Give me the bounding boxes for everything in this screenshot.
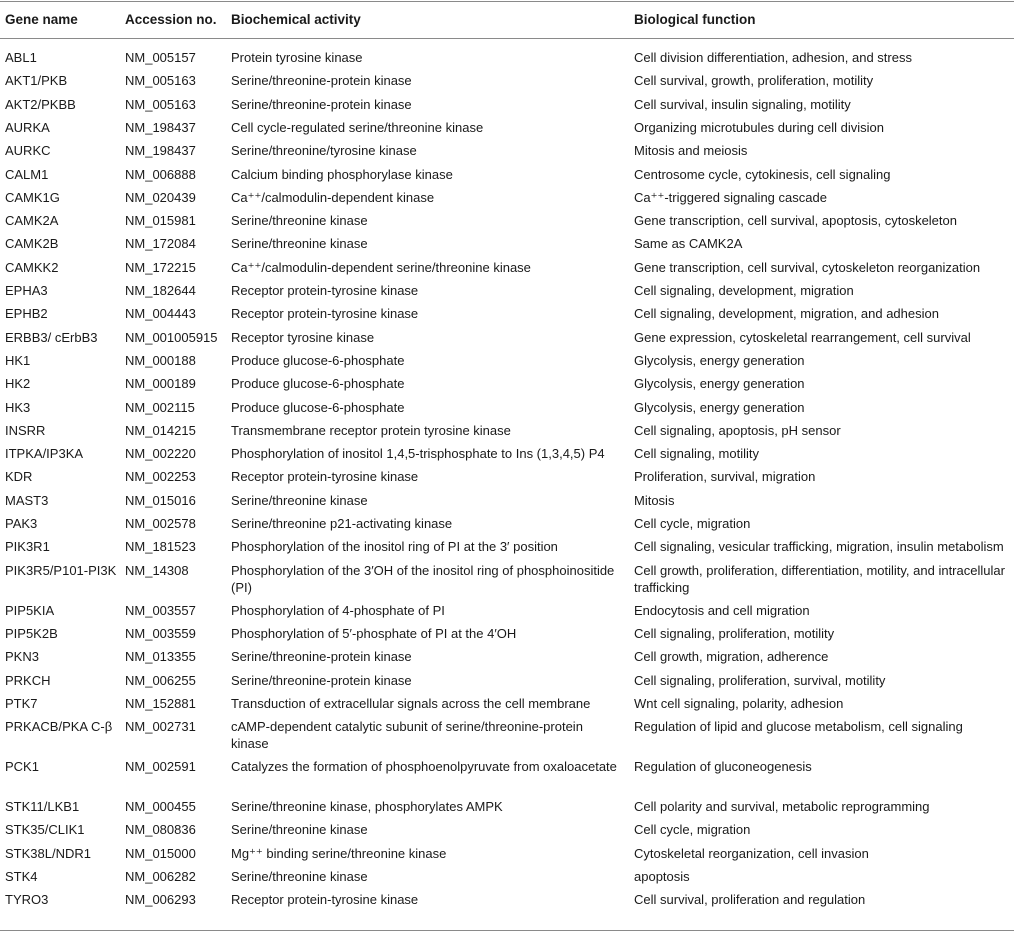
cell-gene: PRKCH — [5, 672, 51, 688]
cell-function: Cell signaling, proliferation, survival, motility — [634, 672, 886, 688]
cell-activity: Cell cycle-regulated serine/threonine kinase — [231, 119, 484, 135]
cell-function: Regulation of gluconeogenesis — [634, 759, 812, 775]
cell-activity: Phosphorylation of the inositol ring of PI at the 3′ position — [231, 539, 558, 555]
cell-gene: STK38L/NDR1 — [5, 845, 91, 861]
header-gene-name: Gene name — [5, 11, 78, 27]
cell-gene: PKN3 — [5, 649, 39, 665]
cell-function: Organizing microtubules during cell division — [634, 119, 885, 135]
cell-gene: ABL1 — [5, 50, 37, 65]
cell-function: Regulation of lipid and glucose metabolism, cell signaling — [634, 719, 963, 735]
cell-accession: NM_015000 — [125, 845, 196, 861]
cell-accession: NM_015981 — [125, 213, 196, 229]
cell-activity: Phosphorylation of inositol 1,4,5-trisphosphate to Ins (1,3,4,5) P4 — [231, 446, 605, 462]
header-biochemical-activity: Biochemical activity — [231, 11, 361, 27]
cell-accession: NM_006293 — [125, 892, 196, 908]
cell-accession: NM_003559 — [125, 625, 196, 641]
cell-gene: CAMK2A — [5, 213, 59, 229]
cell-gene: AURKA — [5, 119, 50, 135]
cell-accession: NM_003557 — [125, 602, 196, 618]
cell-function: Mitosis — [634, 492, 675, 508]
cell-accession: NM_006888 — [125, 166, 196, 182]
cell-gene: CAMK2B — [5, 236, 59, 252]
cell-function: Cell survival, proliferation and regulation — [634, 892, 866, 908]
cell-activity: Serine/threonine kinase — [231, 236, 368, 252]
cell-accession: NM_004443 — [125, 306, 196, 322]
cell-gene: EPHB2 — [5, 306, 48, 322]
cell-activity: Serine/threonine-protein kinase — [231, 649, 412, 665]
cell-gene: CAMKK2 — [5, 259, 59, 275]
cell-activity: Transduction of extracellular signals across the cell membrane — [231, 695, 591, 711]
cell-function: Cell survival, growth, proliferation, motility — [634, 73, 874, 89]
cell-function: Cell cycle, migration — [634, 822, 751, 838]
cell-gene: INSRR — [5, 422, 46, 438]
cell-function: Gene transcription, cell survival, cytoskeleton reorganization — [634, 259, 981, 275]
cell-accession: NM_172084 — [125, 236, 196, 252]
cell-function: Cell signaling, motility — [634, 446, 759, 462]
cell-function: Cytoskeletal reorganization, cell invasion — [634, 845, 869, 861]
cell-gene: STK35/CLIK1 — [5, 822, 85, 838]
cell-activity: Phosphorylation of 5′-phosphate of PI at the 4′OH — [231, 625, 517, 641]
cell-gene: PIP5KIA — [5, 602, 55, 618]
cell-function: Cell survival, insulin signaling, motility — [634, 96, 851, 112]
cell-function: apoptosis — [634, 869, 690, 884]
cell-function: Glycolysis, energy generation — [634, 399, 805, 415]
cell-activity: Protein tyrosine kinase — [231, 50, 363, 65]
cell-gene: PAK3 — [5, 516, 38, 531]
cell-gene: EPHA3 — [5, 283, 48, 298]
cell-function: Cell signaling, development, migration — [634, 283, 854, 298]
cell-function: Glycolysis, energy generation — [634, 376, 805, 392]
cell-function: Endocytosis and cell migration — [634, 602, 810, 618]
header-biological-function: Biological function — [634, 11, 756, 27]
cell-accession: NM_172215 — [125, 259, 196, 275]
cell-accession: NM_198437 — [125, 119, 196, 135]
cell-accession: NM_006282 — [125, 869, 196, 884]
cell-activity: Serine/threonine p21-activating kinase — [231, 516, 453, 531]
cell-accession: NM_080836 — [125, 822, 196, 838]
cell-accession: NM_14308 — [125, 562, 189, 578]
cell-accession: NM_006255 — [125, 672, 196, 688]
cell-accession: NM_182644 — [125, 283, 196, 298]
cell-function: Cell cycle, migration — [634, 516, 751, 531]
cell-activity: Ca⁺⁺/calmodulin-dependent kinase — [231, 189, 435, 205]
cell-accession: NM_005163 — [125, 96, 196, 112]
cell-activity: Serine/threonine-protein kinase — [231, 96, 412, 112]
cell-gene: PIK3R5/P101-PI3K — [5, 562, 117, 578]
cell-function: Cell signaling, proliferation, motility — [634, 625, 835, 641]
cell-activity: Calcium binding phosphorylase kinase — [231, 166, 453, 182]
cell-accession: NM_198437 — [125, 143, 196, 159]
cell-gene: PIP5K2B — [5, 625, 58, 641]
cell-accession: NM_005163 — [125, 73, 196, 89]
cell-gene: PRKACB/PKA C-β — [5, 719, 113, 735]
cell-activity: Serine/threonine kinase, phosphorylates AMPK — [231, 799, 503, 815]
cell-gene: PTK7 — [5, 695, 38, 711]
cell-accession: NM_152881 — [125, 695, 196, 711]
table-header-rule — [0, 38, 1014, 39]
cell-accession: NM_000455 — [125, 799, 196, 815]
cell-activity: Receptor protein-tyrosine kinase — [231, 306, 419, 322]
cell-gene: KDR — [5, 469, 33, 485]
cell-accession: NM_002253 — [125, 469, 196, 485]
cell-function: Gene transcription, cell survival, apoptosis, cytoskeleton — [634, 213, 957, 229]
cell-function: Wnt cell signaling, polarity, adhesion — [634, 695, 844, 711]
cell-activity: Serine/threonine/tyrosine kinase — [231, 143, 417, 159]
cell-activity: Receptor tyrosine kinase — [231, 329, 375, 345]
cell-function: Centrosome cycle, cytokinesis, cell signaling — [634, 166, 891, 182]
cell-activity: Serine/threonine kinase — [231, 492, 368, 508]
cell-function: Cell division differentiation, adhesion, and stress — [634, 50, 912, 65]
cell-activity: Catalyzes the formation of phosphoenolpyruvate from oxaloacetate — [231, 759, 617, 775]
cell-gene: HK3 — [5, 399, 31, 415]
cell-activity: Serine/threonine kinase — [231, 213, 368, 229]
header-accession: Accession no. — [125, 11, 217, 27]
cell-activity: Phosphorylation of 4-phosphate of PI — [231, 602, 445, 618]
cell-accession: NM_001005915 — [125, 329, 218, 345]
cell-function: Cell signaling, development, migration, and adhesion — [634, 306, 939, 322]
cell-activity: Serine/threonine kinase — [231, 869, 368, 884]
cell-gene: CALM1 — [5, 166, 49, 182]
cell-function: Cell growth, proliferation, differentiation, motility, and intracellular trafficking — [634, 562, 1005, 595]
table-bottom-rule — [0, 930, 1014, 931]
cell-accession: NM_015016 — [125, 492, 196, 508]
cell-gene: ERBB3/ cErbB3 — [5, 329, 98, 345]
cell-function: Mitosis and meiosis — [634, 143, 748, 159]
cell-gene: AURKC — [5, 143, 51, 159]
cell-accession: NM_013355 — [125, 649, 196, 665]
cell-gene: TYRO3 — [5, 892, 49, 908]
cell-gene: HK2 — [5, 376, 31, 392]
cell-accession: NM_014215 — [125, 422, 196, 438]
cell-gene: AKT2/PKBB — [5, 96, 76, 112]
cell-activity: Receptor protein-tyrosine kinase — [231, 469, 419, 485]
cell-activity: cAMP-dependent catalytic subunit of serine/threonine-protein kinase — [231, 719, 583, 752]
cell-activity: Phosphorylation of the 3′OH of the inositol ring of phosphoinositide (PI) — [231, 562, 615, 595]
cell-function: Cell polarity and survival, metabolic reprogramming — [634, 799, 930, 815]
cell-gene: AKT1/PKB — [5, 73, 68, 89]
cell-activity: Serine/threonine-protein kinase — [231, 672, 412, 688]
cell-activity: Produce glucose-6-phosphate — [231, 352, 405, 368]
cell-gene: ITPKA/IP3KA — [5, 446, 84, 462]
cell-activity: Produce glucose-6-phosphate — [231, 399, 405, 415]
cell-accession: NM_000189 — [125, 376, 196, 392]
cell-accession: NM_002115 — [125, 399, 195, 415]
cell-activity: Mg⁺⁺ binding serine/threonine kinase — [231, 845, 447, 861]
cell-activity: Ca⁺⁺/calmodulin-dependent serine/threonine kinase — [231, 259, 531, 275]
cell-activity: Produce glucose-6-phosphate — [231, 376, 405, 392]
cell-activity: Receptor protein-tyrosine kinase — [231, 283, 419, 298]
cell-function: Cell signaling, apoptosis, pH sensor — [634, 422, 841, 438]
cell-function: Glycolysis, energy generation — [634, 352, 805, 368]
cell-activity: Transmembrane receptor protein tyrosine kinase — [231, 422, 511, 438]
cell-gene: MAST3 — [5, 492, 49, 508]
cell-accession: NM_005157 — [125, 50, 196, 65]
cell-function: Proliferation, survival, migration — [634, 469, 816, 485]
cell-accession: NM_002731 — [125, 719, 196, 735]
cell-accession: NM_020439 — [125, 189, 196, 205]
cell-accession: NM_002578 — [125, 516, 196, 531]
cell-function: Same as CAMK2A — [634, 236, 743, 252]
cell-accession: NM_002591 — [125, 759, 196, 775]
cell-gene: PIK3R1 — [5, 539, 50, 555]
cell-function: Ca⁺⁺-triggered signaling cascade — [634, 189, 827, 205]
cell-function: Cell growth, migration, adherence — [634, 649, 829, 665]
cell-gene: HK1 — [5, 352, 31, 368]
cell-activity: Serine/threonine-protein kinase — [231, 73, 412, 89]
cell-activity: Receptor protein-tyrosine kinase — [231, 892, 419, 908]
cell-function: Cell signaling, vesicular trafficking, migration, insulin metabolism — [634, 539, 1004, 555]
cell-accession: NM_181523 — [125, 539, 196, 555]
cell-gene: STK4 — [5, 869, 38, 884]
cell-gene: CAMK1G — [5, 189, 60, 205]
cell-accession: NM_002220 — [125, 446, 196, 462]
cell-gene: PCK1 — [5, 759, 39, 775]
cell-gene: STK11/LKB1 — [5, 799, 80, 815]
cell-accession: NM_000188 — [125, 352, 196, 368]
cell-activity: Serine/threonine kinase — [231, 822, 368, 838]
cell-function: Gene expression, cytoskeletal rearrangement, cell survival — [634, 329, 971, 345]
